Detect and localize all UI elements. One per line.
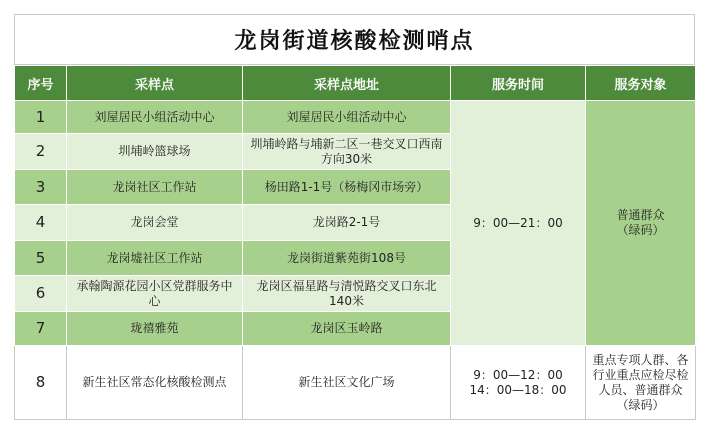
row-site: 圳埔岭篮球场 <box>67 134 243 170</box>
row-address: 刘屋居民小组活动中心 <box>243 101 451 134</box>
row-site: 龙岗会堂 <box>67 205 243 241</box>
row-site: 珑禧雅苑 <box>67 312 243 346</box>
header-no: 序号 <box>15 66 67 101</box>
table-frame <box>14 14 695 431</box>
header-time: 服务时间 <box>451 66 586 101</box>
service-time-cell: 9：00—21：00 <box>451 101 586 346</box>
row-time <box>451 346 586 420</box>
table-row <box>15 346 696 420</box>
row-no: 2 <box>15 134 67 170</box>
row-address: 龙岗路2-1号 <box>243 205 451 241</box>
header-target: 服务对象 <box>586 66 696 101</box>
row-no: 3 <box>15 170 67 205</box>
row-no: 1 <box>15 101 67 134</box>
row-site: 龙岗墟社区工作站 <box>67 241 243 276</box>
header-address: 采样点地址 <box>243 66 451 101</box>
service-target-text: 普通群众（绿码） <box>616 208 665 237</box>
row-site: 龙岗社区工作站 <box>67 170 243 205</box>
row-address: 新生社区文化广场 <box>243 346 451 420</box>
row-no: 7 <box>15 312 67 346</box>
row-address: 龙岗区玉岭路 <box>243 312 451 346</box>
row-time-line1: 9：00—12：00 <box>473 367 563 382</box>
row-address: 圳埔岭路与埔新二区一巷交叉口西南方向30米 <box>243 134 451 170</box>
row-site: 刘屋居民小组活动中心 <box>67 101 243 134</box>
table-row <box>15 101 696 134</box>
row-no: 5 <box>15 241 67 276</box>
page-title: 龙岗街道核酸检测哨点 <box>14 14 695 65</box>
row-address: 龙岗街道紫苑街108号 <box>243 241 451 276</box>
service-target-cell <box>586 101 696 346</box>
sampling-sites-table <box>14 65 696 420</box>
row-site: 新生社区常态化核酸检测点 <box>67 346 243 420</box>
row-site: 承翰陶源花园小区党群服务中心 <box>67 276 243 312</box>
row-address: 龙岗区福星路与清悦路交叉口东北140米 <box>243 276 451 312</box>
row-no: 4 <box>15 205 67 241</box>
row-address: 杨田路1-1号（杨梅冈市场旁） <box>243 170 451 205</box>
header-site: 采样点 <box>67 66 243 101</box>
table-header-row <box>15 66 696 101</box>
row-time-line2: 14：00—18：00 <box>469 382 567 397</box>
row-target <box>586 346 696 420</box>
row-target-text: 重点专项人群、各行业重点应检尽检人员、普通群众（绿码） <box>592 352 689 412</box>
row-no: 6 <box>15 276 67 312</box>
row-no: 8 <box>15 346 67 420</box>
